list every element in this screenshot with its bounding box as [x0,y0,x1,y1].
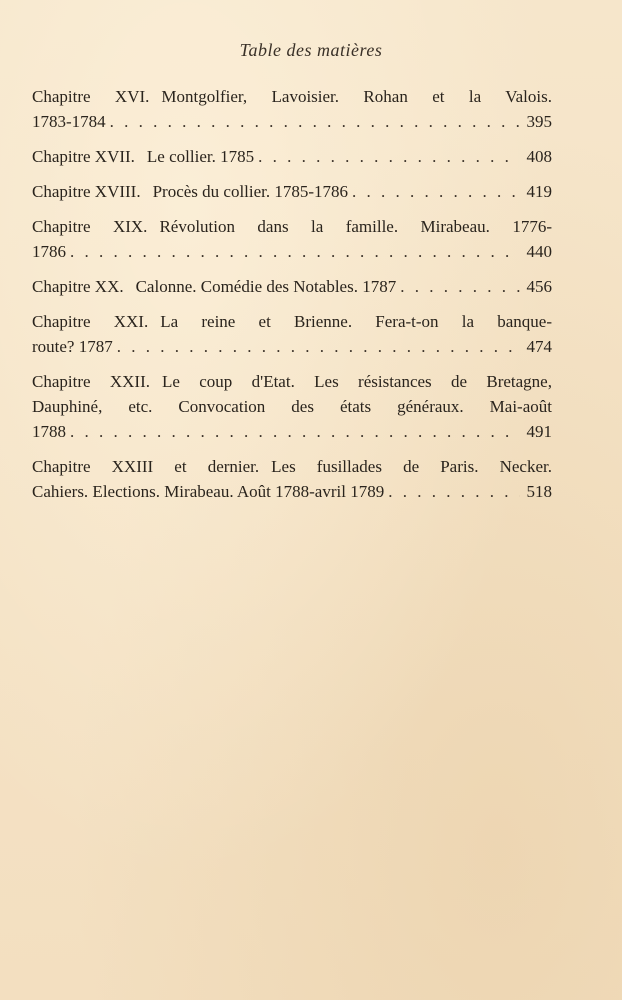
chapter-title-end: 1786 [32,242,66,261]
page-number: 408 [526,147,552,166]
toc-entry-xxiii [32,454,552,504]
page-number: 518 [526,482,552,501]
chapter-number: Chapitre XXI. [32,312,149,331]
toc-entry-last-line [32,334,552,359]
dot-leader [258,144,520,169]
dot-leader [117,334,520,359]
chapter-title-continued: Dauphiné, etc. Convocation des états généraux. Mai-août [32,397,552,416]
toc-entry-line [32,84,552,109]
table-of-contents [32,84,552,514]
dot-leader [352,179,520,204]
toc-entry-last-line [32,479,552,504]
chapter-title: Les fusillades de Paris. Necker. [271,457,552,476]
dot-leader [70,419,520,444]
dot-leader [70,239,520,264]
toc-entry-line [32,369,552,394]
chapter-title: La reine et Brienne. Fera-t-on la banque- [160,312,552,331]
dot-leader [400,274,520,299]
chapter-number: Chapitre XXII. [32,372,150,391]
toc-entry-xx [32,274,552,299]
chapter-title-end: 1788 [32,422,66,441]
chapter-title: Montgolfier, Lavoisier. Rohan et la Valois. [161,87,552,106]
chapter-number: Chapitre XVI. [32,87,150,106]
chapter-title: Calonne. Comédie des Notables. 1787 [135,277,397,296]
chapter-number: Chapitre XXIII et dernier. [32,457,260,476]
toc-entry-xviii [32,179,552,204]
toc-entry-line [32,309,552,334]
toc-entry-last-line [32,274,552,299]
chapter-title: Le collier. 1785 [146,147,255,166]
toc-entry-last-line [32,109,552,134]
chapter-title: Le coup d'Etat. Les résistances de Bretagne, [162,372,552,391]
chapter-number: Chapitre XIX. [32,217,148,236]
toc-entry-xxii [32,369,552,444]
page-number: 395 [526,112,552,131]
toc-entry-line [32,214,552,239]
running-header: Table des matières [239,40,383,60]
page-number: 474 [526,337,552,356]
toc-entry-last-line [32,239,552,264]
page-number: 491 [526,422,552,441]
toc-entry-xxi [32,309,552,359]
page-number: 456 [526,277,552,296]
toc-entry-last-line [32,179,552,204]
chapter-number: Chapitre XX. [32,277,124,296]
page-number: 419 [526,182,552,201]
chapter-title: Révolution dans la famille. Mirabeau. 1776- [159,217,552,236]
toc-entry-line [32,394,552,419]
dot-leader [110,109,520,134]
toc-entry-line [32,454,552,479]
chapter-title-end: 1783-1784 [32,112,106,131]
dot-leader [388,479,520,504]
toc-entry-last-line [32,144,552,169]
toc-entry-last-line [32,419,552,444]
page-number: 440 [526,242,552,261]
toc-entry-xvi [32,84,552,134]
chapter-number: Chapitre XVIII. [32,182,141,201]
chapter-number: Chapitre XVII. [32,147,135,166]
toc-entry-xix [32,214,552,264]
chapter-title-end: route? 1787 [32,337,113,356]
chapter-title-end: Cahiers. Elections. Mirabeau. Août 1788-avril 1789 [32,482,385,501]
toc-entry-xvii [32,144,552,169]
chapter-title: Procès du collier. 1785-1786 [152,182,349,201]
